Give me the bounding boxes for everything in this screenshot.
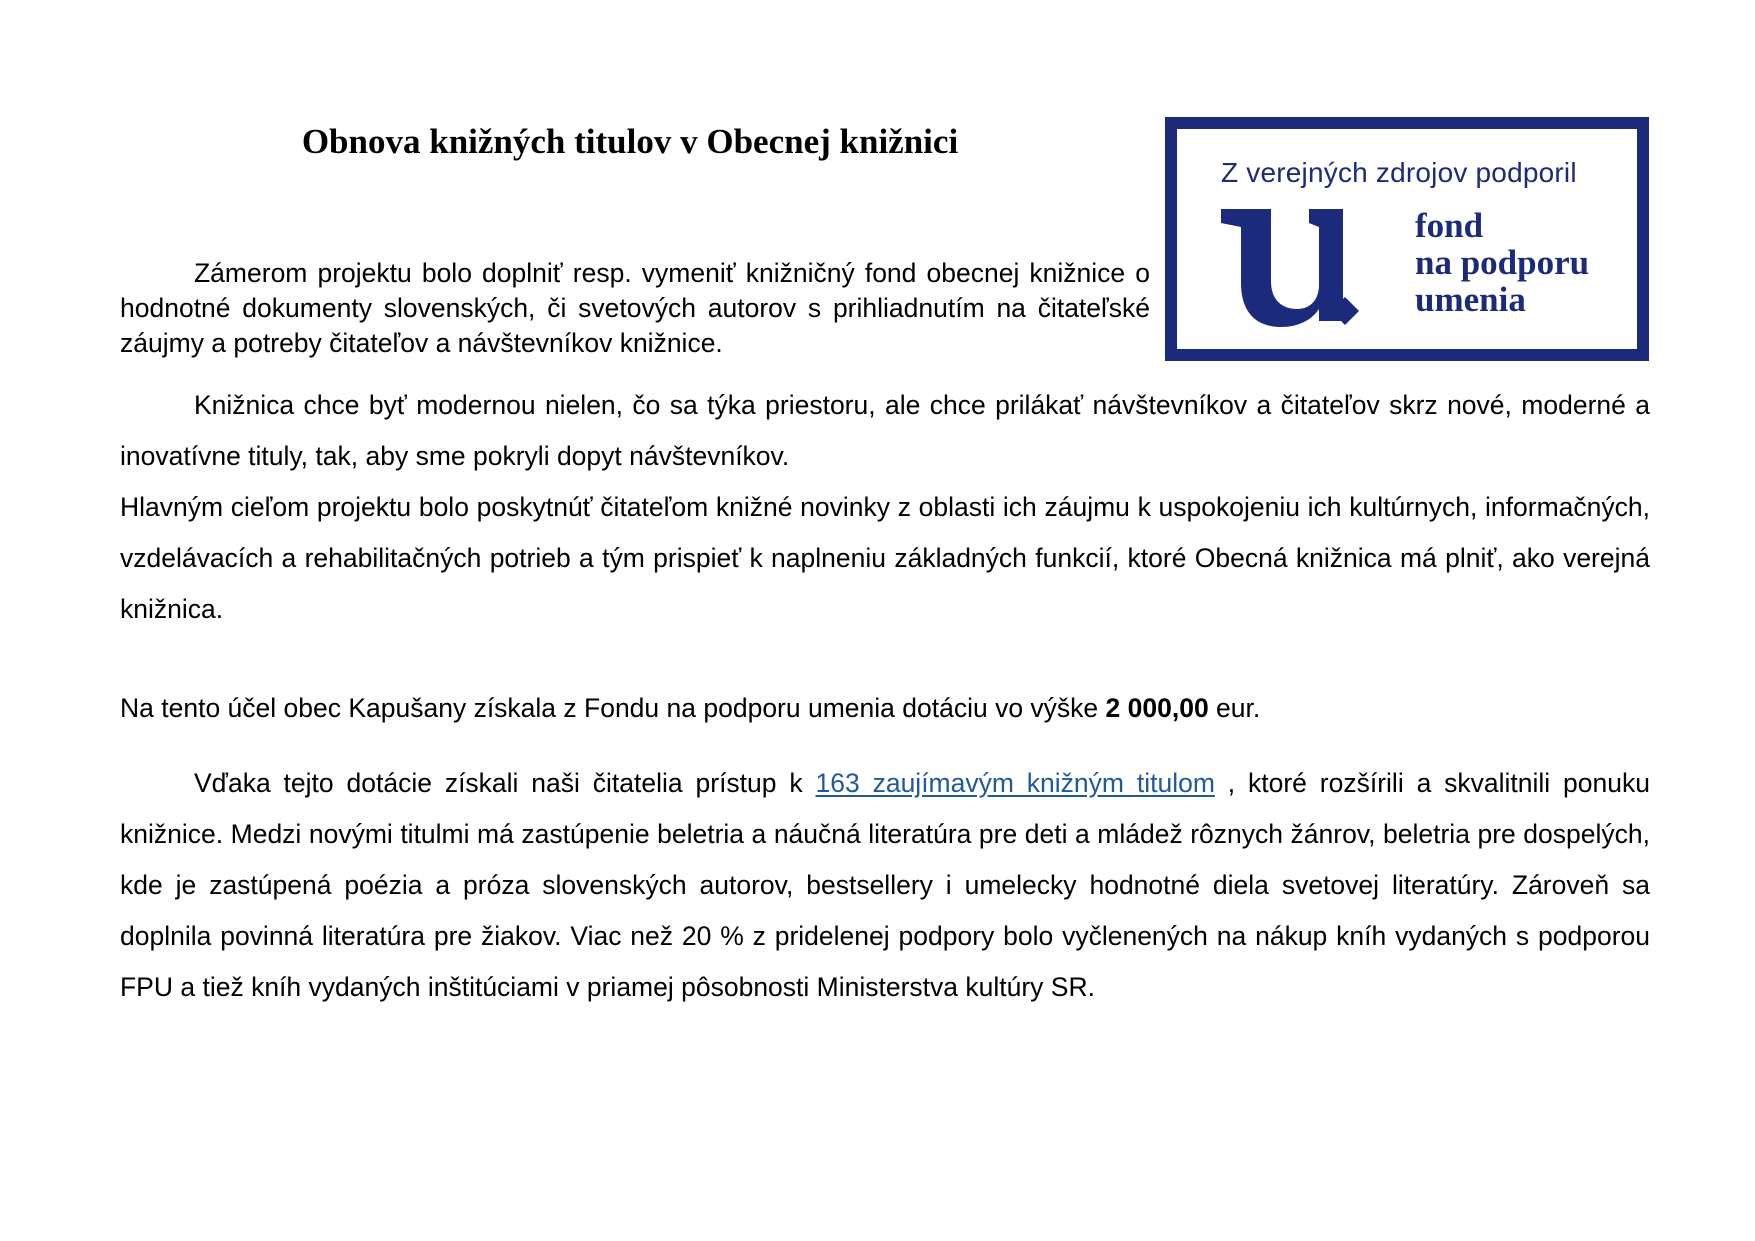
paragraph-intro-text: Zámerom projektu bolo doplniť resp. vymeniť knižničný fond obecnej knižnice o hodnotné dokumenty slovenských, či svetových autorov s prihliadnutím na čitateľské záujmy a potreby čitateľov a návštevníkov knižnice. xyxy=(120,258,1150,358)
u-logo-icon xyxy=(1221,209,1361,329)
paragraph-goal: Hlavným cieľom projektu bolo poskytnúť čitateľom knižné novinky z oblasti ich záujmu k uspokojeniu ich kultúrnych, informačných, vzdelávacích a rehabilitačných potrieb a tým prispieť k naplneniu základných funkcií, ktoré Obecná knižnica má plniť, ako verejná knižnica. xyxy=(120,492,1650,624)
funding-text-after: eur. xyxy=(1208,693,1261,723)
u-letter-shape xyxy=(1221,209,1343,327)
logo-line-umenia: umenia xyxy=(1415,280,1526,319)
paragraph-group-main xyxy=(120,380,1650,635)
page-title: Obnova knižných titulov v Obecnej knižnici xyxy=(301,122,959,161)
fpu-logo xyxy=(1165,117,1649,361)
logo-top-text: Z verejných zdrojov podporil xyxy=(1221,157,1577,188)
paragraph-result xyxy=(120,758,1650,1013)
logo-text-block xyxy=(1415,207,1589,318)
result-text-before: Vďaka tejto dotácie získali naši čitatelia prístup k xyxy=(194,768,816,798)
paragraph-intro xyxy=(120,256,1150,361)
titles-link[interactable]: 163 zaujímavým knižným titulom xyxy=(815,768,1215,798)
paragraph-funding xyxy=(120,683,1650,734)
logo-line-na-podporu: na podporu xyxy=(1415,243,1590,282)
result-text-after: , ktoré rozšírili a skvalitnili ponuku knižnice. Medzi novými titulmi má zastúpenie beletria a náučná literatúra pre deti a mládež rôznych žánrov, beletria pre dospelých, kde je zastúpená poézia a próza slovenských autorov, bestsellery i umelecky hodnotné diela svetovej literatúry. Zároveň sa doplnila povinná literatúra pre žiakov. Viac než 20 % z pridelenej podpory bolo vyčlenených na nákup kníh vydaných s podporou FPU a tiež kníh vydaných inštitúciami v priamej pôsobnosti Ministerstva kultúry SR. xyxy=(120,768,1650,1002)
funding-amount: 2 000,00 xyxy=(1105,693,1209,723)
funding-text-before: Na tento účel obec Kapušany získala z Fondu na podporu umenia dotáciu vo výške xyxy=(120,693,1106,723)
paragraph-modern-text: Knižnica chce byť modernou nielen, čo sa týka priestoru, ale chce prilákať návštevníkov a čitateľov skrz nové, moderné a inovatívne tituly, tak, aby sme pokryli dopyt návštevníkov. xyxy=(120,390,1650,471)
logo-line-fond: fond xyxy=(1415,206,1484,245)
paragraph-modern xyxy=(120,380,1650,482)
